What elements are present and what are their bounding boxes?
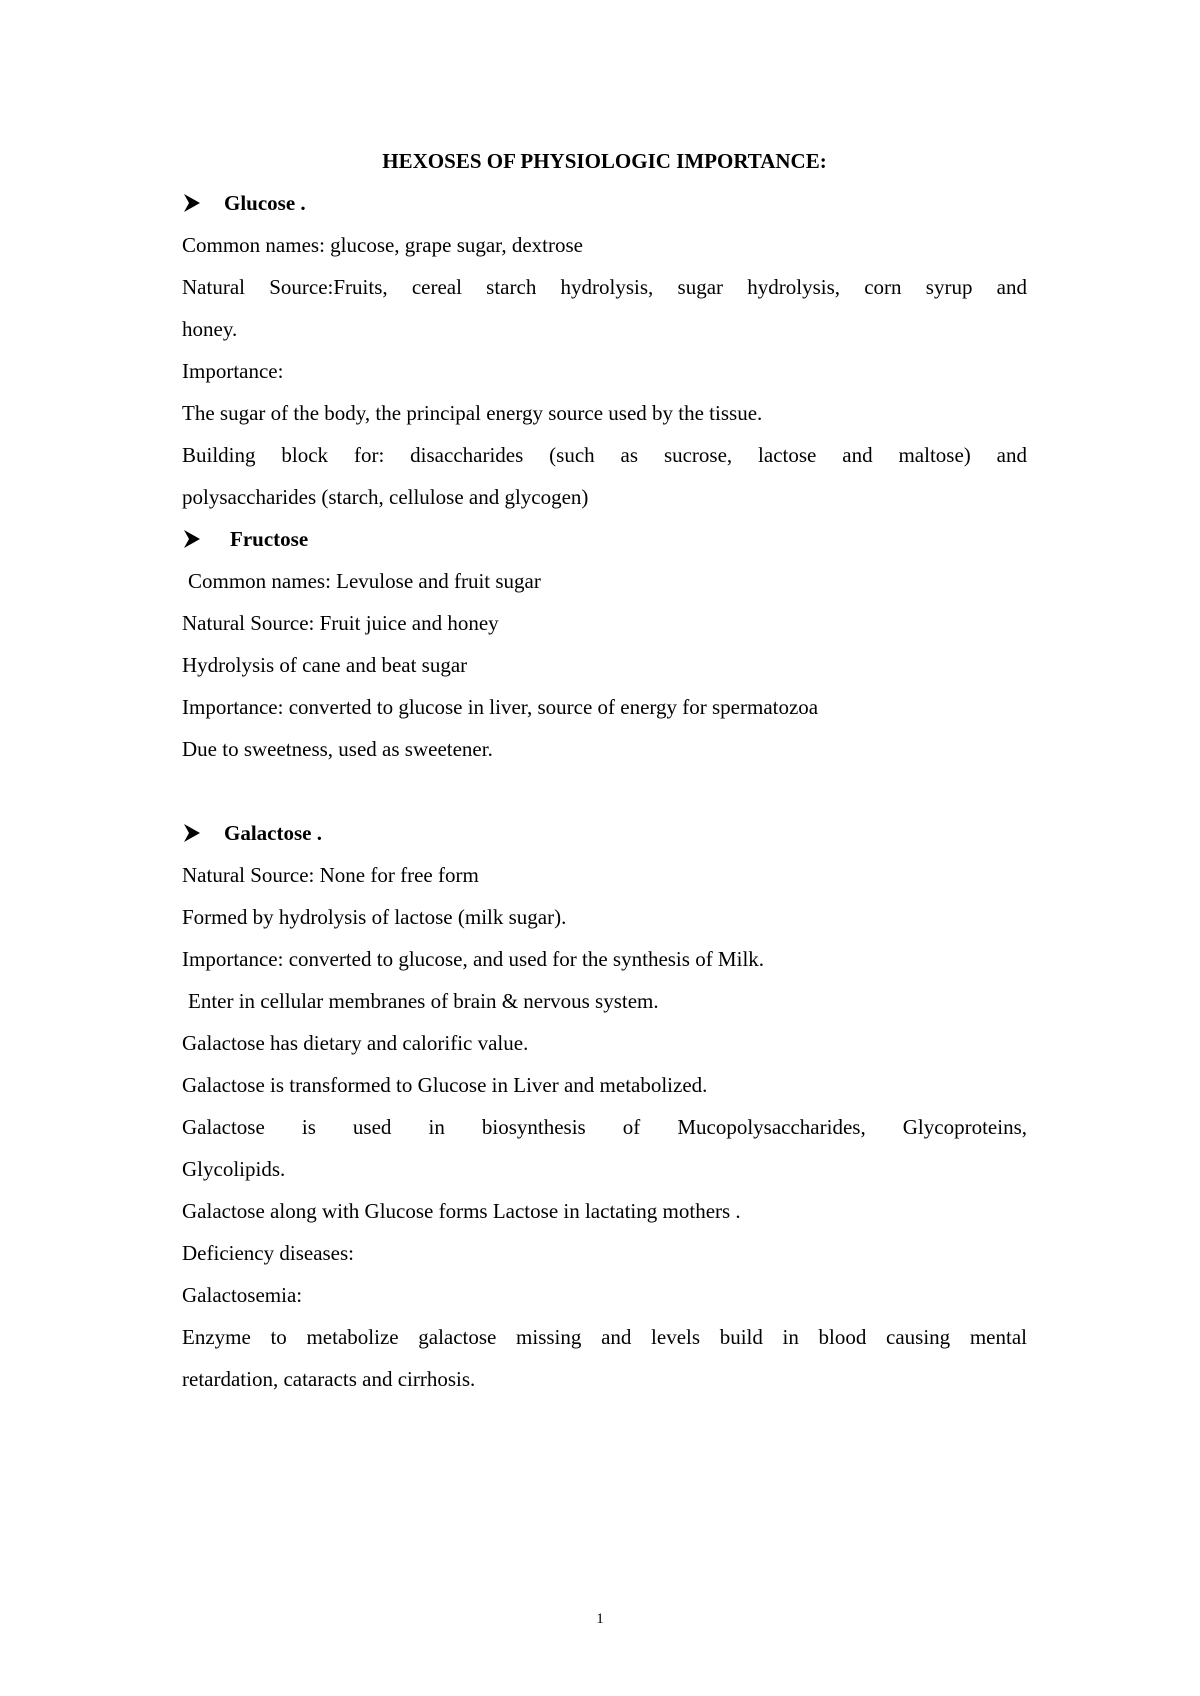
galactose-heading-text: Galactose . <box>224 821 322 845</box>
galactose-transformed: Galactose is transformed to Glucose in Liver and metabolized. <box>182 1073 708 1097</box>
glucose-heading <box>182 182 1027 224</box>
galactose-dietary: Galactose has dietary and calorific value. <box>182 1031 529 1055</box>
fructose-heading <box>182 518 1027 560</box>
fructose-importance: Importance: converted to glucose in liver, source of energy for spermatozoa <box>182 695 819 719</box>
section-spacer <box>182 770 1027 812</box>
page-number: 1 <box>596 1611 604 1627</box>
galactose-membranes: Enter in cellular membranes of brain & nervous system. <box>188 989 659 1013</box>
galactose-biosynthesis-line1: Galactose is used in biosynthesis of Mucopolysaccharides, Glycoproteins, <box>182 1115 1027 1139</box>
galactose-deficiency: Deficiency diseases: <box>182 1241 355 1265</box>
glucose-importance-label: Importance: <box>182 359 284 383</box>
glucose-building-line2: polysaccharides (starch, cellulose and glycogen) <box>182 485 589 509</box>
arrow-bullet-icon <box>182 193 202 213</box>
glucose-heading-text: Glucose . <box>224 191 306 215</box>
galactose-formed: Formed by hydrolysis of lactose (milk sugar). <box>182 905 567 929</box>
fructose-sweetness: Due to sweetness, used as sweetener. <box>182 737 493 761</box>
galactose-importance: Importance: converted to glucose, and used for the synthesis of Milk. <box>182 947 765 971</box>
fructose-source: Natural Source: Fruit juice and honey <box>182 611 499 635</box>
fructose-common-names: Common names: Levulose and fruit sugar <box>188 569 541 593</box>
glucose-building-line1: Building block for: disaccharides (such as sucrose, lactose and maltose) and <box>182 443 1027 467</box>
arrow-bullet-icon <box>182 823 202 843</box>
galactose-enzyme-line1: Enzyme to metabolize galactose missing and levels build in blood causing mental <box>182 1325 1027 1349</box>
galactose-galactosemia: Galactosemia: <box>182 1283 303 1307</box>
glucose-source-line2: honey. <box>182 317 238 341</box>
arrow-bullet-icon <box>182 529 202 549</box>
page-title: HEXOSES OF PHYSIOLOGIC IMPORTANCE: <box>382 149 827 173</box>
galactose-source: Natural Source: None for free form <box>182 863 479 887</box>
glucose-common-names: Common names: glucose, grape sugar, dextrose <box>182 233 583 257</box>
galactose-heading <box>182 812 1027 854</box>
fructose-heading-text: Fructose <box>230 527 309 551</box>
document-body <box>182 140 1027 1400</box>
fructose-hydrolysis: Hydrolysis of cane and beat sugar <box>182 653 468 677</box>
galactose-biosynthesis-line2: Glycolipids. <box>182 1157 286 1181</box>
galactose-lactose: Galactose along with Glucose forms Lactose in lactating mothers . <box>182 1199 741 1223</box>
glucose-source-line1: Natural Source:Fruits, cereal starch hydrolysis, sugar hydrolysis, corn syrup and <box>182 275 1027 299</box>
galactose-enzyme-line2: retardation, cataracts and cirrhosis. <box>182 1367 476 1391</box>
glucose-importance-text: The sugar of the body, the principal energy source used by the tissue. <box>182 401 763 425</box>
